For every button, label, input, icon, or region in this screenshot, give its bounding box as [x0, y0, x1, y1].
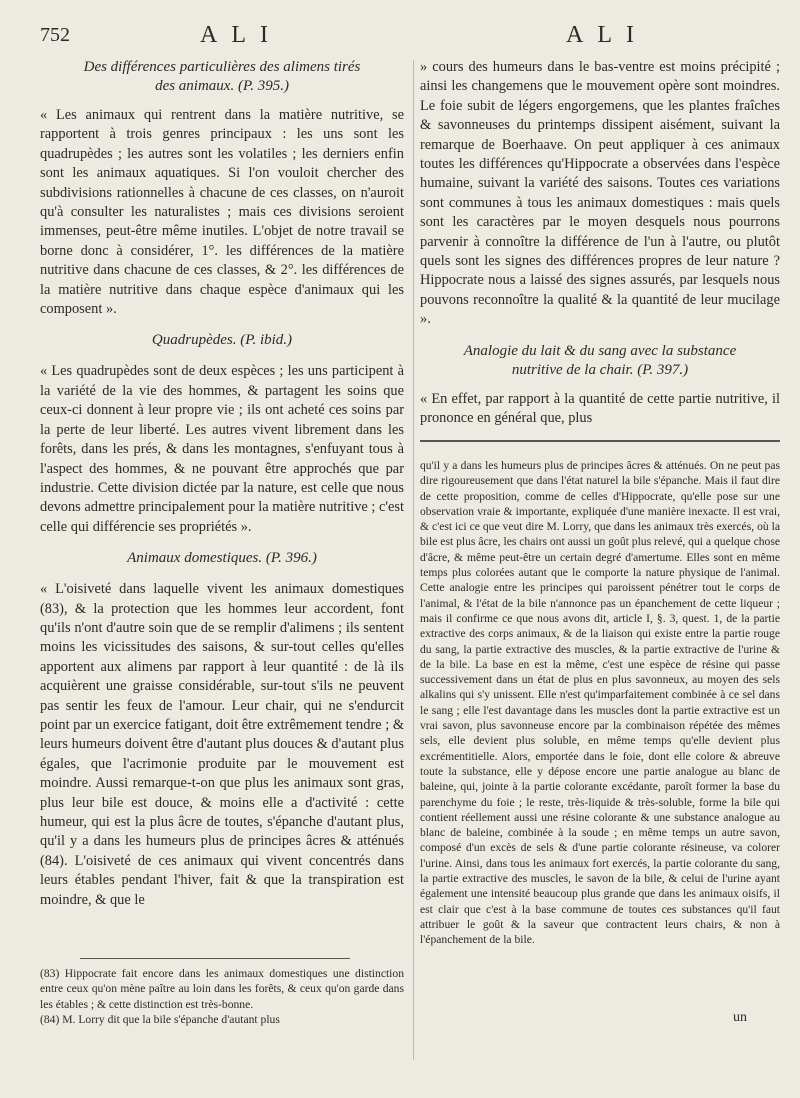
column-divider	[413, 60, 414, 1060]
left-footnotes	[40, 966, 404, 1027]
paragraph-quadrupeds: « Les quadrupèdes sont de deux espèces ; les uns participent à la variété de la vie des hommes, & partagent les soins que ceux-ci donnent à leur propre vie ; ils ont acheté ces soins par la perte de leur liberté. Les autres vivent librement dans les forêts, dans les prés, & dans les montagnes, s'enfuyant tous à l'aspect des hommes, & ne pouvant être approchés que par industrie. Cette division dictée par la nature, est celle que nous devons admettre principalement pour la matière nutritive ; c'est celle qui différencie ses propriétés ».	[40, 363, 404, 535]
footnote-84-continued: qu'il y a dans les humeurs plus de principes âcres & atténués. On ne peut pas dire rigoureusement que dans l'état naturel la bile s'épanche. Mais il faut dire de cette proposition, comme de celles d'Hippocrate, qu'elle pose sur une observation vraie & importante, expliquée d'une manière inexacte. Il est vrai, & c'est ici ce que veut dire M. Lorry, que dans les animaux très exercés, où la bile est plus âcre, les chairs ont aussi un goût plus relevé, qui a quelque chose d'âcre, & même peut-être un certain degré d'amertume. Elles sont en même temps plus colorées autant que le comporte la nature physique de l'animal. Cette analogie entre les principes qui paroissent pénétrer tout le corps de l'animal, & l'état de la bile n'annonce pas un épanchement de cette liqueur ; mais il confirme ce que nous avons dit, article I, §. 3, quest. 1, de la partie extractive des corps animaux, & de la liaison qui existe entre la partie rouge du sang, la partie extractive des muscles, & la partie extractive de l'urine & de la bile. La base en est la même, c'est une espèce de résine qui passe successivement dans un état de plus en plus savonneux, au moyen des sels alkalins qui s'y unissent. Elle n'est qu'imparfaitement combinée à ce sel dans le sang ; elle l'est davantage dans les muscles dont la partie extractive est un vrai savon, plus savonneuse encore par la combinaison répétée des mêmes sels, elle devient plus soluble, en même temps qu'elle devient plus excrémentitielle. Alors, emportée dans le foie, dont elle colore & abreuve toute la substance, elle y dépose encore une partie analogue au blanc de baleine, qui, jointe à la partie colorante excédante, paroît former la base du parenchyme du foie ; le reste, très-liquide & très-soluble, forme la bile qui contient réellement aussi une résine colorante & une substance analogue au blanc de baleine, combinée à la soude ; en même temps un autre savon, composé d'un excès de sels & d'une partie colorante résineuse, va colorer l'urine. Ainsi, dans tous les animaux fort exercés, la partie colorante du sang, la partie extractive des muscles, le savon de la bile, & celui de l'urine ayant également une intensité beaucoup plus grande que dans les animaux oisifs, il est clair que c'est à la base commune de toutes ces substances qu'il faut attribuer le goût & la saveur que contractent leurs chairs, & non à l'épanchement de la bile.	[420, 459, 780, 947]
section-heading-quadrupeds: Quadrupèdes. (P. ibid.)	[151, 332, 293, 349]
paragraph-domestic: « L'oisiveté dans laquelle vivent les animaux domestiques (83), & la protection que les hommes leur accordent, font qu'ils n'ont d'autre soin que de se remplir d'alimens ; ils sentent moins les vicissitudes des saisons, & sur-tout celles qu'elles apportent aux alimens par rapport à leur quantité : de là ils acquièrent une graisse considérable, sur-tout s'ils ne peuvent pas sentir les feux de l'amour. Leur chair, qui ne s'endurcit point par un exercice fatigant, doit être extrêmement tendre ; & leurs humeurs doivent être d'autant plus douces & d'autant plus égales, que l'acrimonie produite par le mouvement est moindre. Aussi remarque-t-on que plus les animaux sont gras, plus leur bile est douce, & moins elle a d'activité : cette humeur, qui est la plus âcre de toutes, s'épanche d'autant plus, qu'il y a dans les humeurs plus de principes âcres & atténués (84). L'oisiveté de ces animaux qui vivent concentrés dans leurs étables pendant l'hiver, fait & que la transpiration est moindre, & que le	[40, 581, 405, 908]
running-title-right: ALI	[566, 22, 648, 48]
section-heading-milk-blood: Analogie du lait & du sang avec la substance	[463, 342, 737, 359]
section-heading-animals: Des différences particulières des alimens tirés	[83, 59, 361, 75]
section-heading-animals-ref: des animaux. (P. 395.)	[155, 78, 289, 94]
footnote-rule-right	[420, 440, 780, 442]
paragraph-milk-blood: « En effet, par rapport à la quantité de cette partie nutritive, il prononce en général que, plus	[420, 390, 780, 427]
running-header	[0, 22, 800, 52]
running-title-left: ALI	[200, 22, 282, 48]
paragraph-animals: « Les animaux qui rentrent dans la matière nutritive, se rapportent à trois genres principaux : les uns sont les quadrupèdes ; les autres sont les volatiles ; les derniers enfin sont les animaux aquatiques. Si l'on vouloit chercher des subdivisions rationnelles à chacune de ces classes, on n'auroit qu'à consulter les naturalistes ; mais ces divisions seroient immenses, peut-être même inutiles. L'objet de notre travail se borne donc à considérer, 1°. les différences de la matière nutritive dans chacune de ces classes, & 2°. les différences de la matière nutritive dans chaque espèce d'animaux qui les composent ».	[40, 107, 404, 318]
section-heading-domestic: Animaux domestiques. (P. 396.)	[127, 550, 317, 567]
page-number: 752	[40, 24, 70, 46]
right-footnote	[420, 458, 780, 948]
section-heading-milk-blood-ref: nutritive de la chair. (P. 397.)	[511, 361, 689, 378]
footnote-rule-left	[80, 958, 350, 959]
footnote-84: (84) M. Lorry dit que la bile s'épanche d'autant plus	[40, 1012, 280, 1026]
catchword: un	[733, 1010, 747, 1025]
left-column	[40, 58, 404, 910]
paragraph-continued: » cours des humeurs dans le bas-ventre est moins précipité ; ainsi les changemens que le mouvement opère sont moindres. Le foie subit de légers engorgemens, que les plantes fraîches & savonneuses du printemps dissipent aisément, suivant la remarque de Boerhaave. On peut appliquer à ces animaux toutes les différences qu'Hippocrate a observées dans l'espèce humaine, suivant la variété des saisons. Toutes ces variations sont communes à tous les animaux domestiques : mais quels sont les caractères par le moyen desquels nous pourrons parvenir à connoître la différence de l'un à l'autre, ou plutôt quels sont les signes des différences propres de leur nature ? Hippocrate nous a laissé des signes assurés, par lesquels nous pouvons reconnoître la qualité & la quantité de leur mucilage ».	[420, 59, 780, 328]
right-column	[420, 58, 780, 429]
footnote-83: (83) Hippocrate fait encore dans les animaux domestiques une distinction entre ceux qu'on mène paître au loin dans les forêts, & ceux qu'on garde dans les étables ; & cette distinction est très-bonne.	[40, 967, 404, 1011]
